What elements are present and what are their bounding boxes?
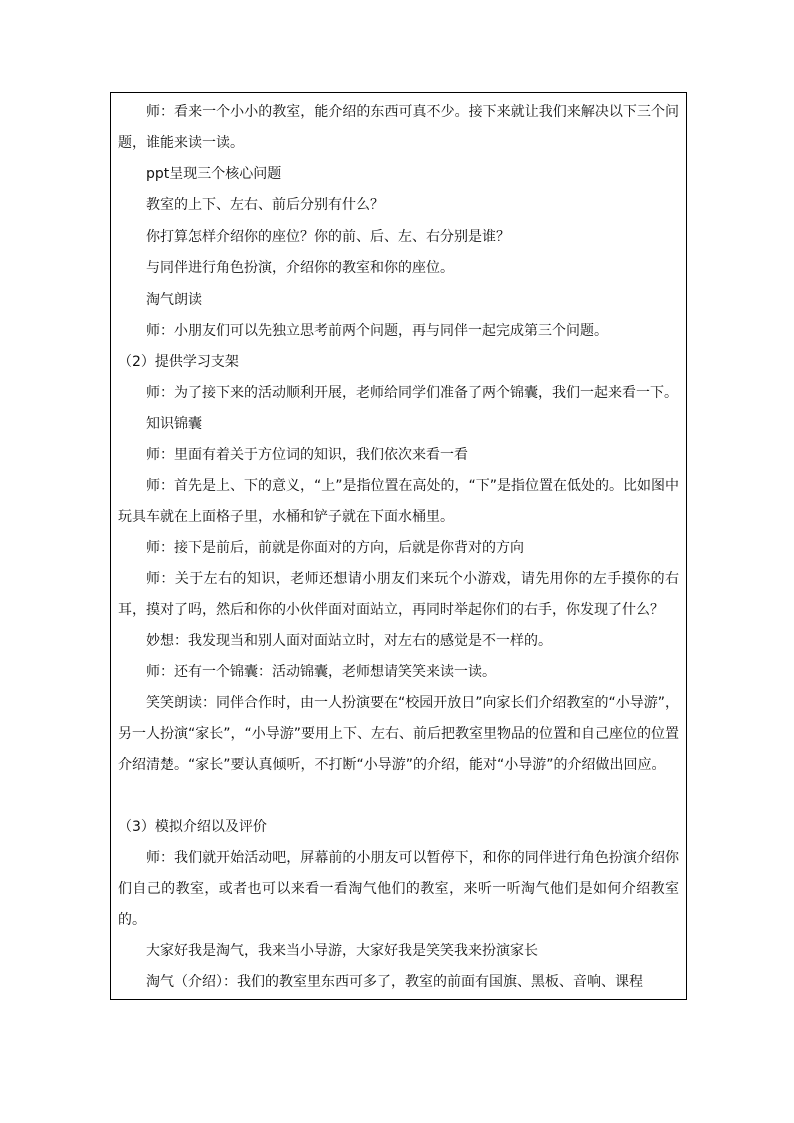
section-heading: （3）模拟介绍以及评价 xyxy=(118,819,267,835)
paragraph: 师：关于左右的知识，老师还想请小朋友们来玩个小游戏，请先用你的左手摸你的右耳，摸对了吗，然后和你的小伙伴面对面站立，再同时举起你们的右手，你发现了什么？ xyxy=(118,571,679,618)
paragraph: ppt呈现三个核心问题 xyxy=(146,166,282,182)
paragraph: 师：接下是前后，前就是你面对的方向，后就是你背对的方向 xyxy=(146,540,524,556)
paragraph: 笑笑朗读：同伴合作时，由一人扮演要在“校园开放日”向家长们介绍教室的“小导游”，另一人扮演“家长”，“小导游”要用上下、左右、前后把教室里物品的位置和自己座位的位置介绍清楚。“家长”要认真倾听，不打断“小导游”的介绍，能对“小导游”的介绍做出回应。 xyxy=(118,695,680,773)
paragraph: 淘气（介绍）：我们的教室里东西可多了，教室的前面有国旗、黑板、音响、课程 xyxy=(146,974,643,990)
paragraph: 知识锦囊 xyxy=(146,416,202,432)
paragraph: 师：小朋友们可以先独立思考前两个问题，再与同伴一起完成第三个问题。 xyxy=(146,323,608,339)
paragraph: 妙想：我发现当和别人面对面站立时，对左右的感觉是不一样的。 xyxy=(146,633,552,649)
paragraph: 你打算怎样介绍你的座位？你的前、后、左、右分别是谁？ xyxy=(146,229,510,245)
paragraph: 教室的上下、左右、前后分别有什么？ xyxy=(146,197,384,213)
paragraph: 师：还有一个锦囊：活动锦囊，老师想请笑笑来读一读。 xyxy=(146,664,496,680)
paragraph: 师：为了接下来的活动顺利开展，老师给同学们准备了两个锦囊，我们一起来看一下。 xyxy=(146,385,678,401)
paragraph: 与同伴进行角色扮演，介绍你的教室和你的座位。 xyxy=(146,260,454,276)
paragraph: 师：里面有着关于方位词的知识，我们依次来看一看 xyxy=(146,447,468,463)
paragraph: 师：首先是上、下的意义，“上”是指位置在高处的，“下”是指位置在低处的。比如图中玩具车就在上面格子里，水桶和铲子就在下面水桶里。 xyxy=(118,478,680,525)
paragraph: 师：我们就开始活动吧，屏幕前的小朋友可以暂停下，和你的同伴进行角色扮演介绍你们自己的教室，或者也可以来看一看淘气他们的教室，来听一听淘气他们是如何介绍教室的。 xyxy=(118,850,679,928)
paragraph: 大家好我是淘气，我来当小导游，大家好我是笑笑我来扮演家长 xyxy=(146,943,538,959)
paragraph: 师：看来一个小小的教室，能介绍的东西可真不少。接下来就让我们来解决以下三个问题，谁能来读一读。 xyxy=(118,104,679,151)
paragraph: 淘气朗读 xyxy=(146,292,202,308)
section-heading: （2）提供学习支架 xyxy=(118,354,239,370)
